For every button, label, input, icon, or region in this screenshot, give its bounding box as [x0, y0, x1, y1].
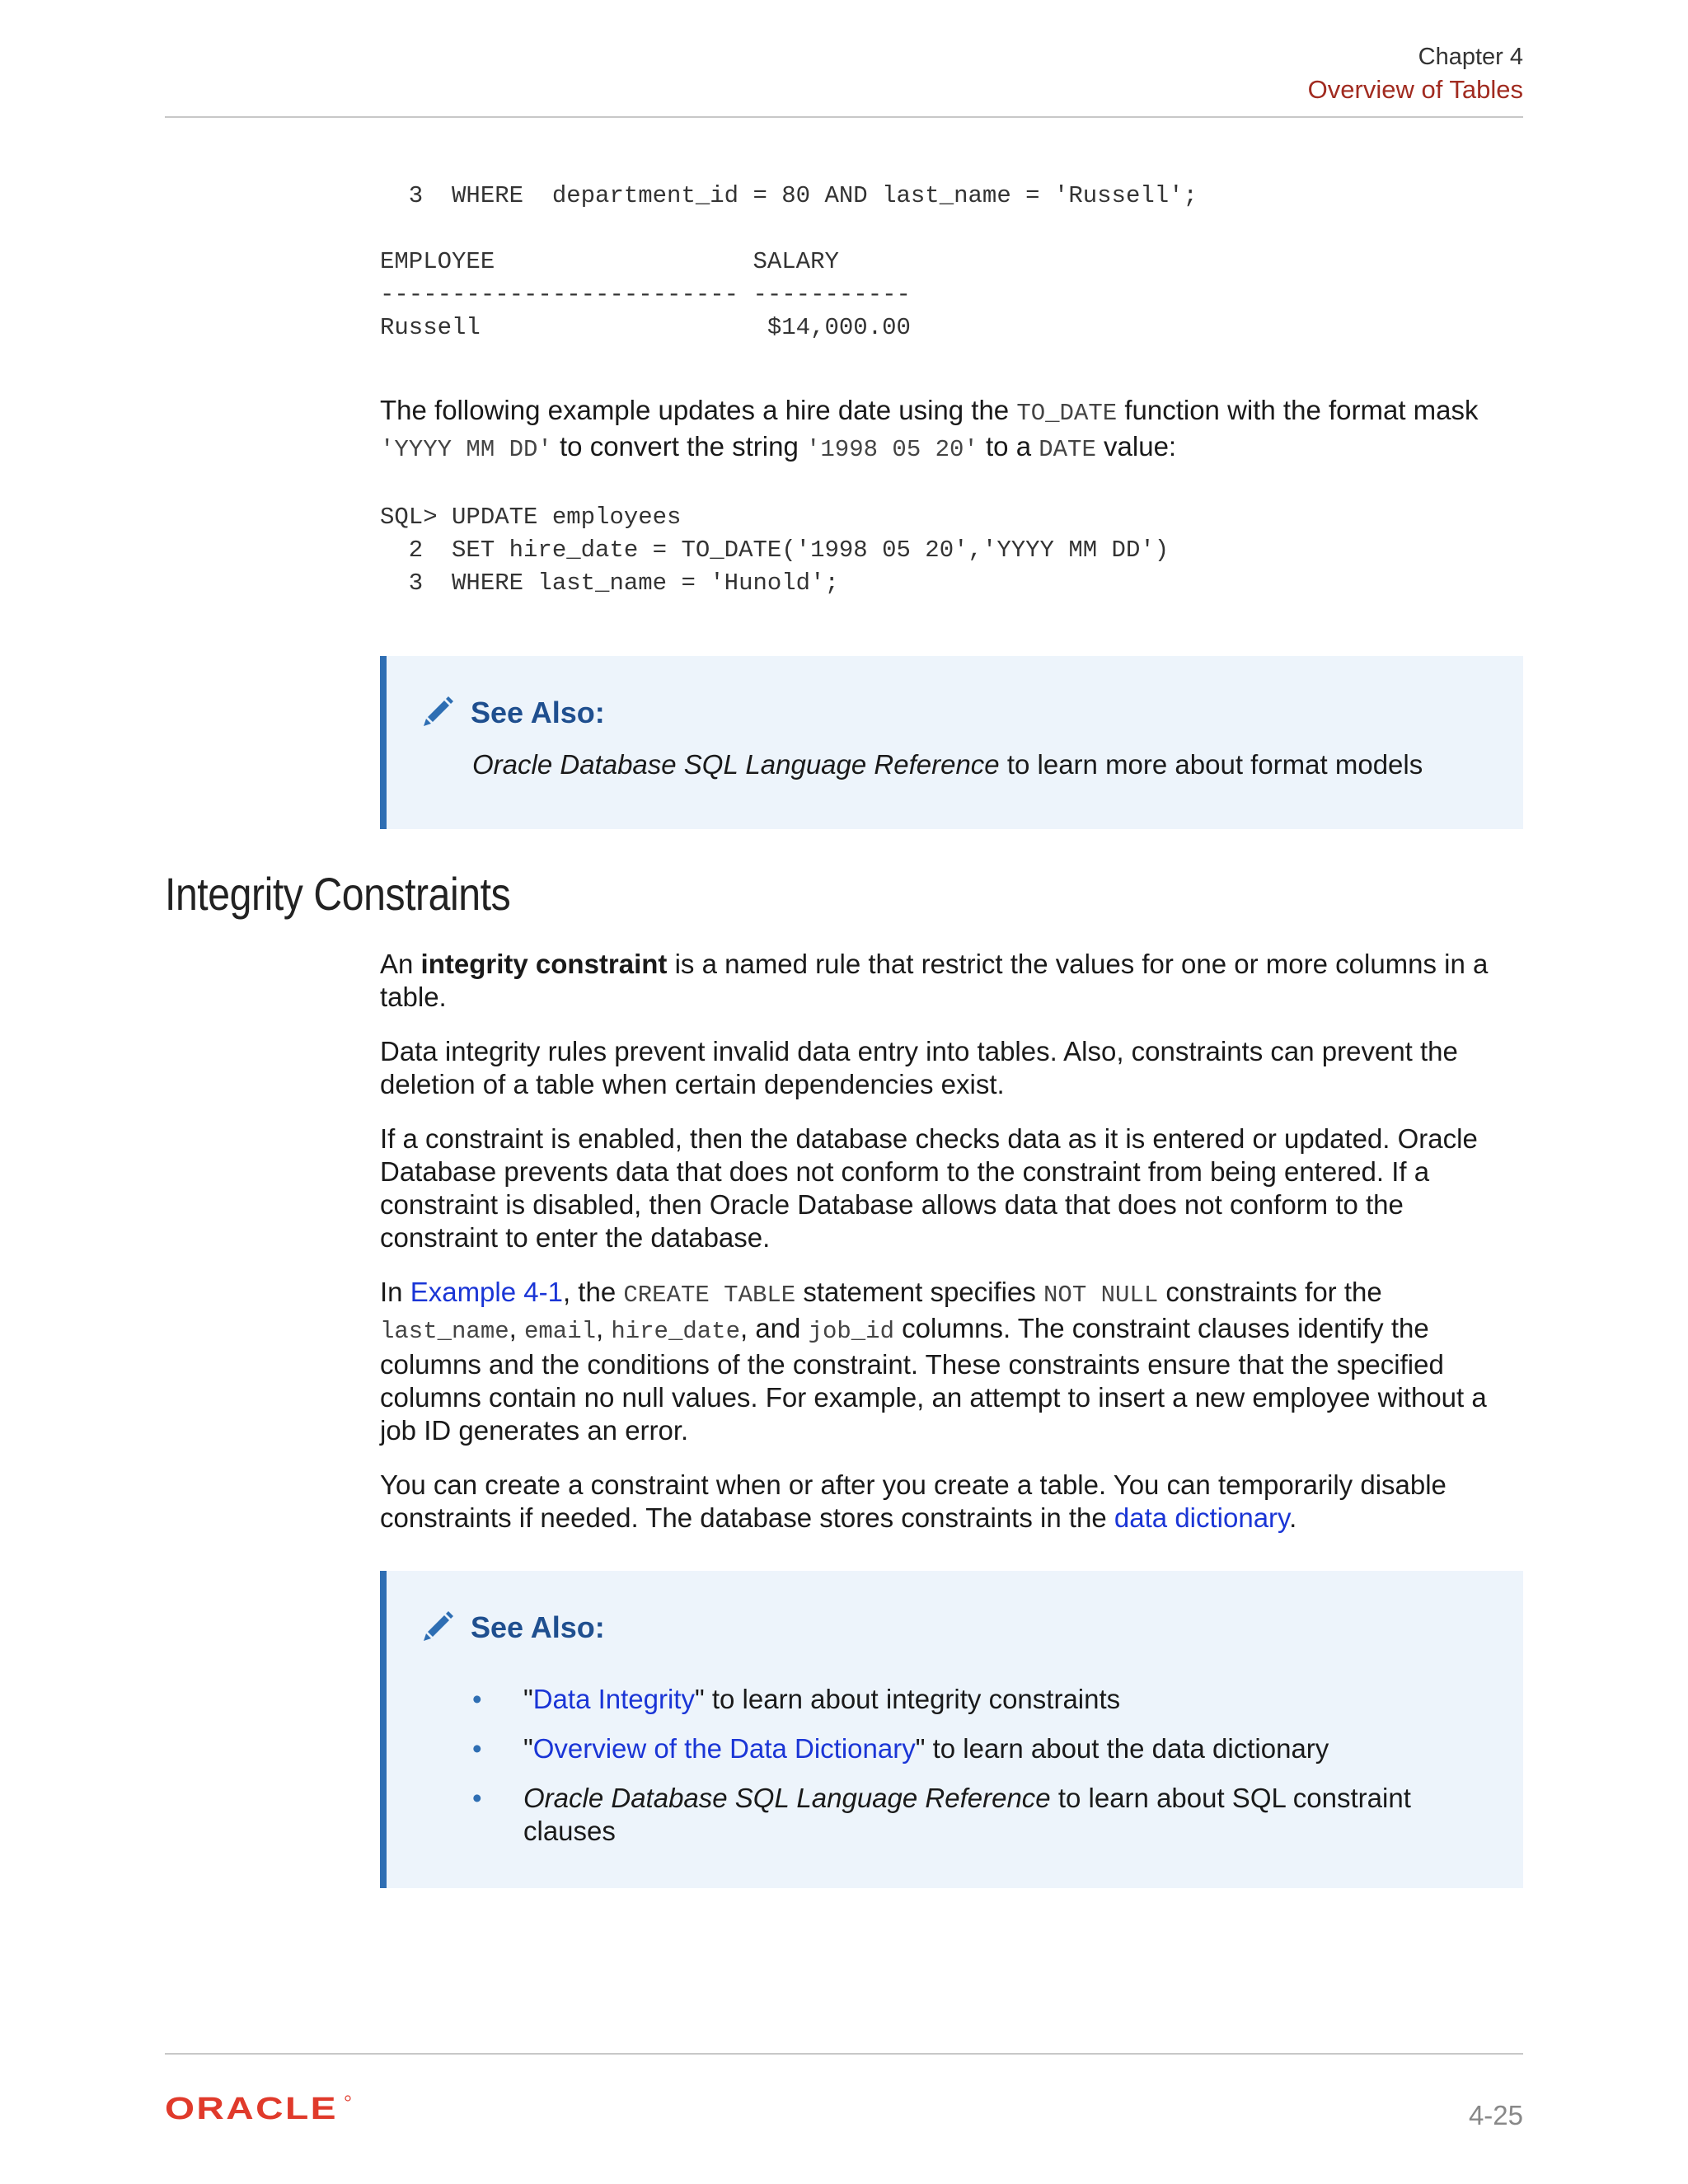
paragraph-data-integrity: Data integrity rules prevent invalid data entry into tables. Also, constraints can prevent the deletion of a table when certain dependencies exist. — [380, 1036, 1458, 1099]
see-also-box-constraints — [380, 1571, 1523, 1888]
reference-title: Oracle Database SQL Language Reference — [472, 749, 1000, 780]
reference-title: Oracle Database SQL Language Reference — [523, 1783, 1051, 1813]
pencil-icon — [421, 692, 457, 733]
list-item: • "Data Integrity" to learn about integrity constraints — [472, 1684, 1121, 1714]
section-heading: Integrity Constraints — [165, 868, 511, 920]
chapter-label: Chapter 4 — [1418, 44, 1523, 70]
paragraph-enabled-constraint: If a constraint is enabled, then the database checks data as it is entered or updated. Oracle Database prevents data that does not conform to the constraint from being entered. If a constraint is disabled, then Oracle Database allows data that does not conform to the constraint to enter the database. — [380, 1123, 1478, 1253]
code-query-output: 3 WHERE department_id = 80 AND last_name = 'Russell'; EMPLOYEE SALARY ------------------------- ----------- Russell $14,000.00 — [380, 182, 1198, 341]
paragraph-data-dictionary: You can create a constraint when or after you create a table. You can temporarily disable constraints if needed. The database stores constraints in the data dictionary. — [380, 1469, 1447, 1533]
see-also-body: Oracle Database SQL Language Reference to learn more about format models — [472, 749, 1423, 780]
paragraph-example: In Example 4-1, the CREATE TABLE statement specifies NOT NULL constraints for the last_name, email, hire_date, and job_id columns. The constraint clauses identify the columns and the conditions of the constraint. These constraints ensure that the specified columns contain no null values. For example, an attempt to insert a new employee without a job ID generates an error. — [380, 1277, 1487, 1446]
link-data-dictionary[interactable]: data dictionary — [1114, 1502, 1290, 1533]
header-divider — [165, 116, 1523, 118]
see-also-list — [472, 1683, 1490, 1864]
code-update-statement: SQL> UPDATE employees 2 SET hire_date = TO_DATE('1998 05 20','YYYY MM DD') 3 WHERE last_name = 'Hunold'; — [380, 504, 1170, 597]
bullet-icon: • — [472, 1733, 482, 1764]
integrity-paragraphs — [380, 948, 1523, 1535]
see-also-title: See Also: — [471, 1610, 605, 1644]
chapter-title: Overview of Tables — [1307, 75, 1523, 104]
pencil-icon — [421, 1607, 457, 1647]
link-example-4-1[interactable]: Example 4-1 — [410, 1277, 563, 1307]
bullet-icon: • — [472, 1783, 482, 1813]
paragraph-definition: An integrity constraint is a named rule that restrict the values for one or more columns in a table. — [380, 949, 1489, 1012]
link-data-dictionary-overview[interactable]: Overview of the Data Dictionary — [532, 1733, 916, 1764]
bullet-icon: • — [472, 1684, 482, 1714]
paragraph-to-date: The following example updates a hire date using the TO_DATE function with the format mask 'YYYY MM DD' to convert the string '1998 05 20' to a DATE value: — [380, 395, 1479, 463]
see-also-box-format-models — [380, 656, 1523, 829]
footer-divider — [165, 2053, 1523, 2055]
oracle-logo-text: ORACLE — [165, 2093, 338, 2123]
code-block-russell — [380, 180, 1523, 344]
link-data-integrity[interactable]: Data Integrity — [532, 1684, 695, 1714]
code-block-update — [380, 501, 1523, 600]
page-header — [1308, 41, 1523, 107]
see-also-title: See Also: — [471, 695, 605, 729]
oracle-logo — [165, 2093, 354, 2127]
see-also-header — [421, 1607, 605, 1647]
see-also-header — [421, 692, 605, 733]
list-item: • "Overview of the Data Dictionary" to learn about the data dictionary — [472, 1733, 1329, 1764]
list-item: • Oracle Database SQL Language Reference to learn about SQL constraint clauses — [472, 1783, 1411, 1846]
to-date-paragraph — [380, 394, 1523, 466]
page-number: 4-25 — [1468, 2100, 1523, 2130]
